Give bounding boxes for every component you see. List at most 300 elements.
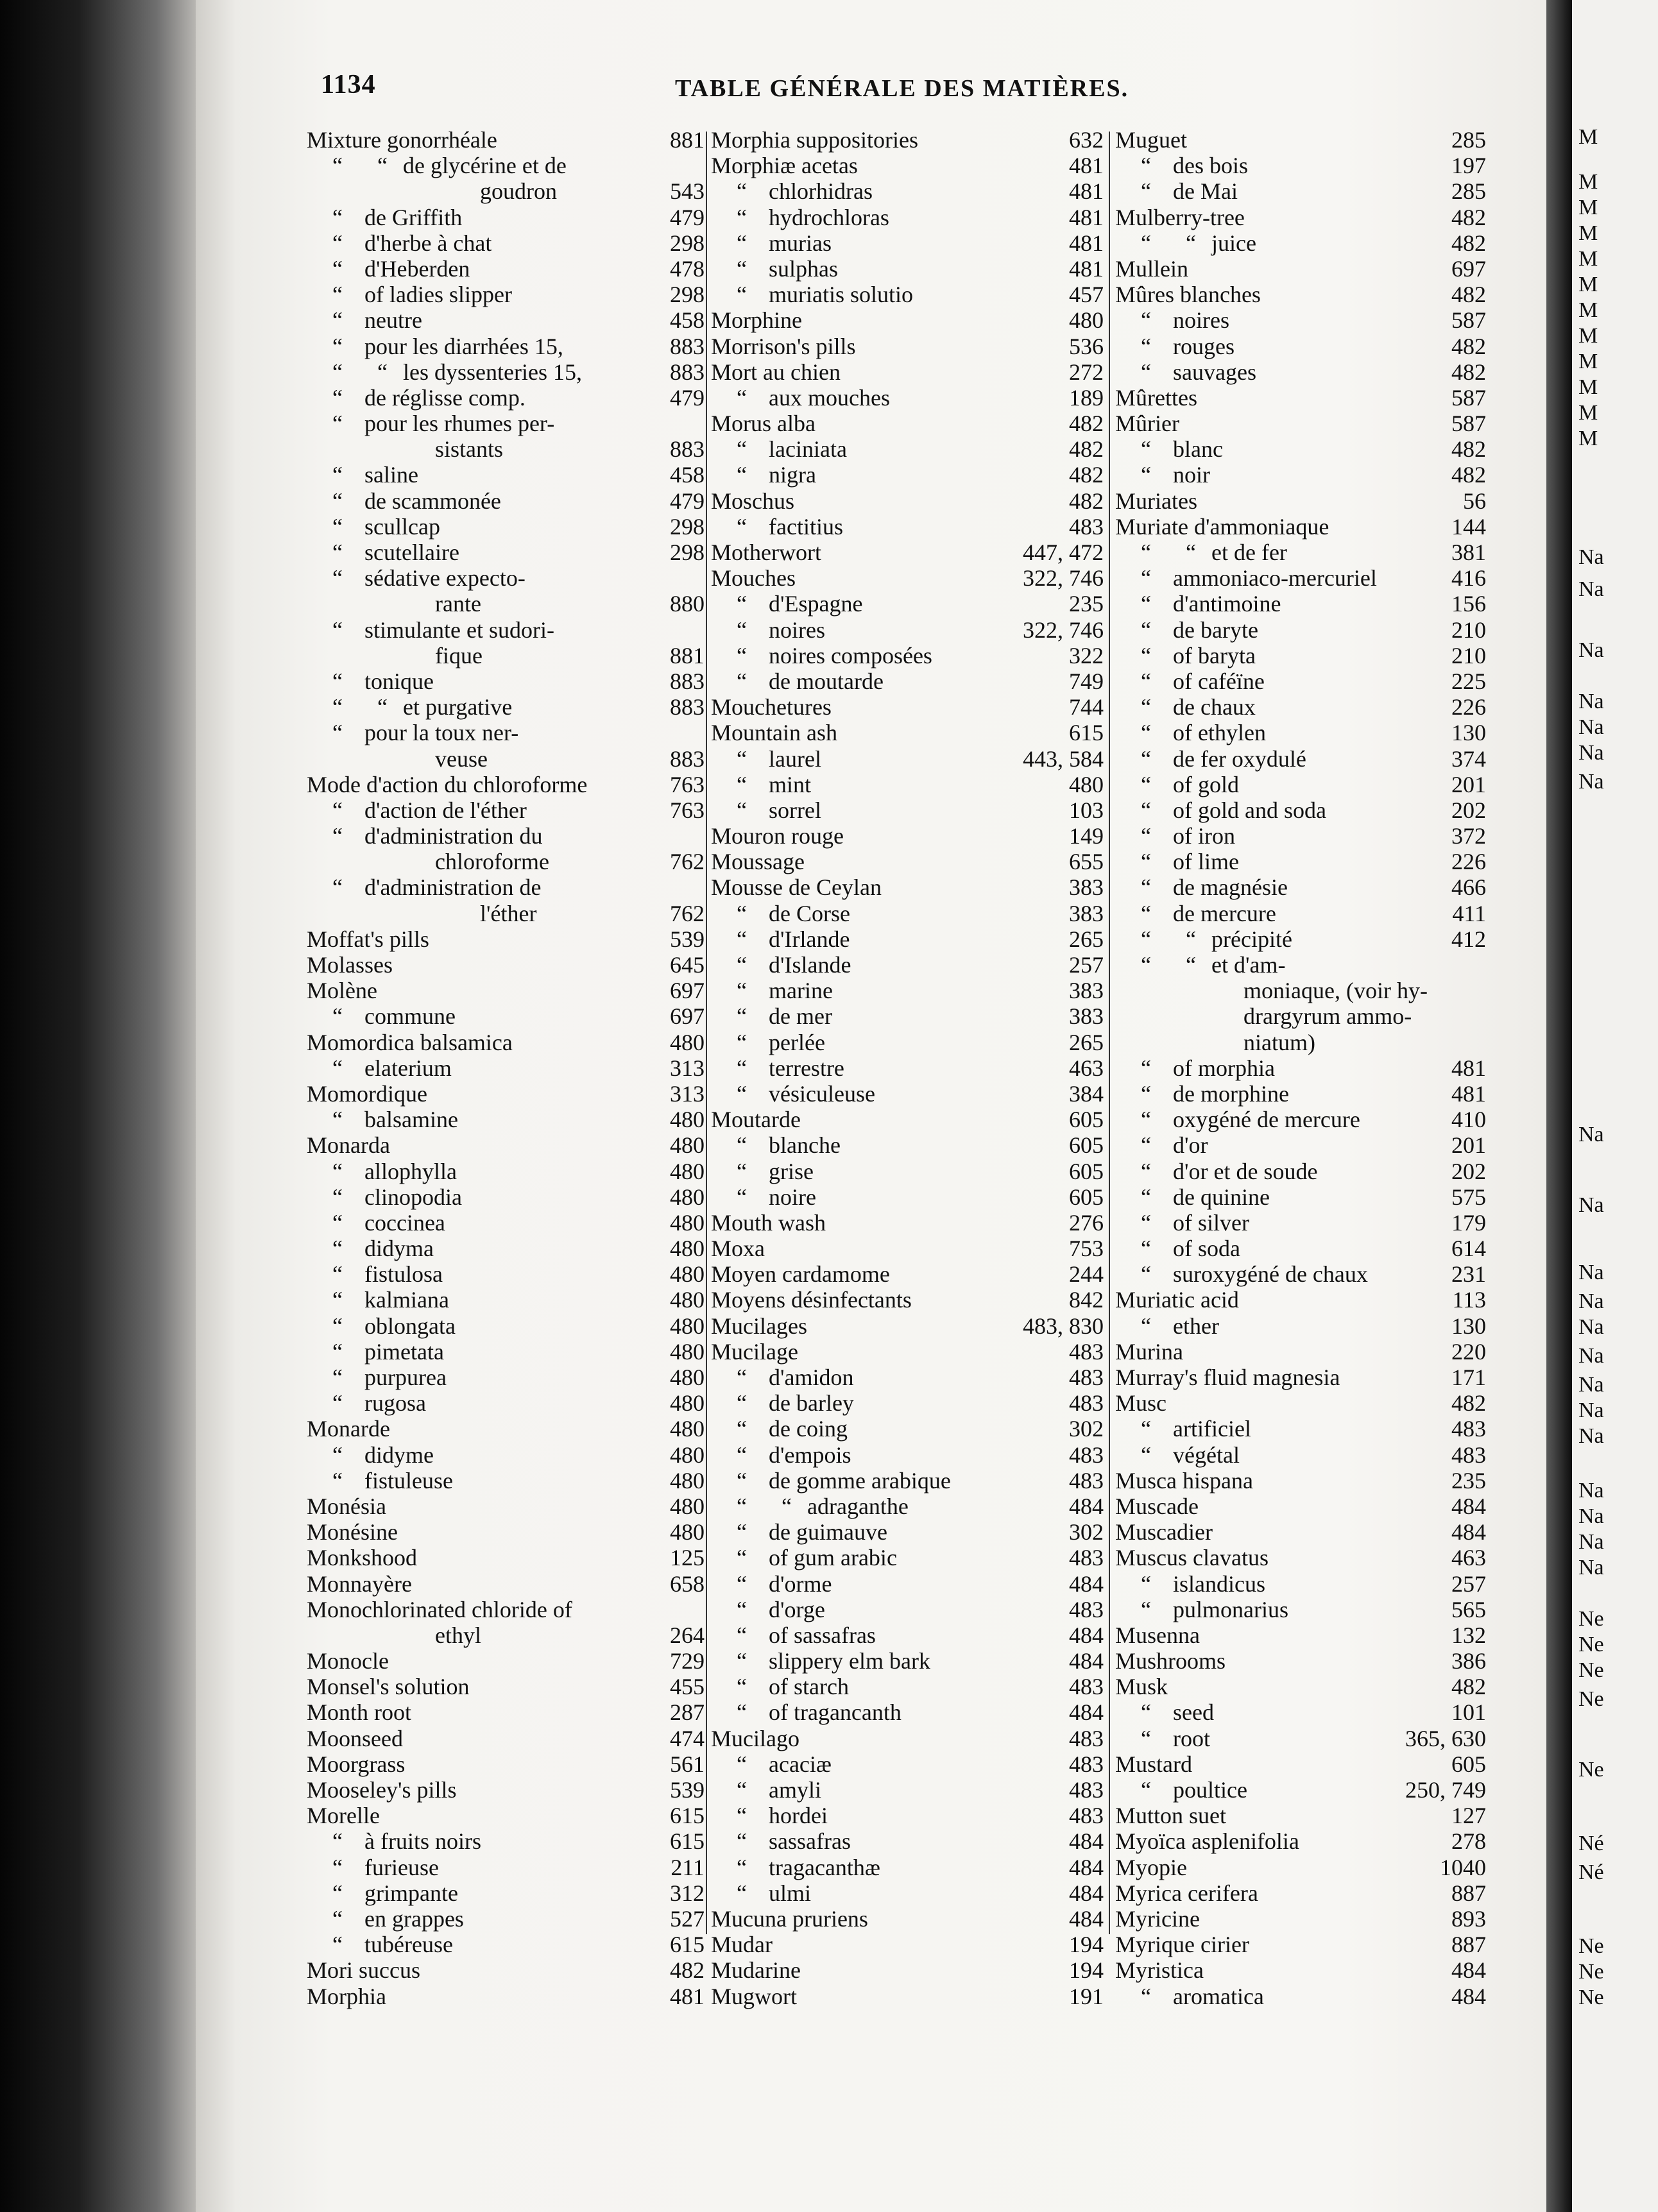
ditto-mark: “: [332, 1313, 343, 1339]
next-page-fragment: Na: [1578, 1556, 1604, 1579]
entry-term: muriatis solutio: [769, 282, 913, 308]
index-entry: [1115, 1287, 1486, 1313]
entry-term: Morphiæ acetas: [711, 153, 858, 179]
entry-term: Mort au chien: [711, 359, 841, 385]
entry-page-ref: 302: [1069, 1519, 1104, 1545]
next-page-fragment: Na: [1578, 741, 1604, 765]
entry-page-ref: 481: [1069, 153, 1104, 179]
entry-term: of gold and soda: [1173, 797, 1326, 823]
entry-term: Mori succus: [307, 1957, 420, 1984]
ditto-mark: “: [332, 617, 343, 643]
index-entry: [711, 1365, 1104, 1390]
index-entry: [307, 1210, 705, 1236]
index-entry: [711, 1648, 1104, 1674]
entry-term: rugosa: [364, 1390, 426, 1417]
index-entry: [1115, 334, 1486, 359]
entry-page-ref: 201: [1451, 1132, 1486, 1159]
index-entry: [307, 1751, 705, 1777]
next-page-fragment: Na: [1578, 1261, 1604, 1284]
ditto-mark: “: [332, 1932, 343, 1958]
entry-page-ref: 482: [1451, 462, 1486, 488]
ditto-mark: “: [332, 540, 343, 565]
index-entry: [307, 823, 705, 849]
ditto-mark: “: [737, 1029, 747, 1055]
page-title: TABLE GÉNÉRALE DES MATIÈRES.: [675, 75, 1129, 102]
entry-term: fistuleuse: [364, 1467, 453, 1493]
entry-term: de guimauve: [769, 1519, 887, 1545]
entry-term: furieuse: [364, 1854, 439, 1880]
index-entry: [711, 1236, 1104, 1261]
ditto-mark: “: [332, 1055, 343, 1081]
next-page-fragment: Na: [1578, 1315, 1604, 1339]
ditto-mark: “: [332, 153, 343, 179]
entry-page-ref: 130: [1451, 1313, 1486, 1339]
entry-term: de chaux: [1173, 694, 1256, 720]
ditto-mark: “: [737, 978, 747, 1004]
entry-term: Monésine: [307, 1519, 398, 1545]
entry-page-ref: 483: [1069, 1467, 1104, 1493]
entry-page-ref: 383: [1069, 1003, 1104, 1030]
index-entry: [1115, 1855, 1486, 1880]
next-page-fragment: Na: [1578, 1399, 1604, 1422]
index-entry: [1115, 205, 1486, 230]
entry-term: Moxa: [711, 1236, 765, 1262]
entry-page-ref: 483: [1069, 1365, 1104, 1390]
entry-page-ref: 575: [1451, 1184, 1486, 1210]
index-entry: [1115, 849, 1486, 874]
entry-term: of caféïne: [1173, 668, 1265, 694]
index-entry: [1115, 1674, 1486, 1699]
index-entry: [1115, 1210, 1486, 1236]
entry-page-ref: 480: [670, 1519, 705, 1545]
entry-term: Mouches: [711, 565, 796, 591]
entry-term: marine: [769, 978, 833, 1004]
entry-page-ref: 257: [1451, 1570, 1486, 1597]
entry-term: juice: [1211, 230, 1256, 256]
entry-term: nigra: [769, 462, 816, 488]
index-entry: [711, 1159, 1104, 1184]
entry-term: aromatica: [1173, 1983, 1264, 2009]
entry-page-ref: 372: [1451, 823, 1486, 849]
index-entry: [711, 514, 1104, 540]
index-entry: [711, 1545, 1104, 1570]
index-entry: [711, 1055, 1104, 1081]
index-entry: [307, 307, 705, 333]
entry-page-ref: 457: [1069, 282, 1104, 308]
next-page-fragment: Ne: [1578, 1960, 1604, 1984]
entry-page-ref: 480: [670, 1236, 705, 1262]
entry-term: tragacanthæ: [769, 1854, 880, 1880]
next-page-fragment: M: [1578, 125, 1598, 149]
index-entry: [1115, 720, 1486, 745]
entry-page-ref: 605: [1451, 1751, 1486, 1777]
index-entry: [307, 1055, 705, 1081]
entry-term: d'or: [1173, 1132, 1208, 1159]
index-entry: [711, 256, 1104, 282]
entry-term: d'Islande: [769, 952, 851, 978]
index-entry: [711, 1442, 1104, 1468]
entry-term: of baryta: [1173, 642, 1256, 668]
entry-page-ref: 156: [1451, 591, 1486, 617]
index-entry: [711, 385, 1104, 411]
ditto-mark: “: [332, 1365, 343, 1390]
ditto-mark: “: [332, 1880, 343, 1906]
ditto-mark: “: [1141, 1055, 1151, 1081]
entry-term: Mouchetures: [711, 694, 832, 720]
entry-term: Muscadier: [1115, 1519, 1213, 1545]
entry-page-ref: 697: [670, 1003, 705, 1030]
index-entry: [307, 1726, 705, 1751]
entry-page-ref: 483: [1451, 1416, 1486, 1442]
entry-page-ref: 322: [1069, 642, 1104, 668]
index-entry: [307, 1365, 705, 1390]
index-entry: [1115, 1132, 1486, 1158]
index-entry: [1115, 1880, 1486, 1906]
ditto-mark: “: [737, 1467, 747, 1493]
entry-page-ref: 481: [670, 1983, 705, 2009]
ditto-mark: “: [1141, 797, 1151, 823]
ditto-mark: “: [1141, 900, 1151, 926]
index-entry: [307, 1339, 705, 1365]
index-entry: [1115, 1365, 1486, 1390]
entry-term: Moussage: [711, 849, 805, 875]
entry-page-ref: 883: [670, 745, 705, 772]
entry-term: blanc: [1173, 436, 1223, 463]
entry-term: artificiel: [1173, 1416, 1251, 1442]
entry-term: Monarde: [307, 1416, 390, 1442]
entry-term: Myrique cirier: [1115, 1932, 1249, 1958]
index-entry: [307, 746, 705, 772]
ditto-mark: “: [737, 642, 747, 668]
ditto-mark: “: [1141, 462, 1151, 488]
entry-term: perlée: [769, 1029, 825, 1055]
entry-term: Morphine: [711, 307, 802, 334]
ditto-mark: “: [1141, 1107, 1151, 1133]
entry-term: de magnésie: [1173, 874, 1288, 901]
index-entry: [307, 1545, 705, 1570]
entry-page-ref: 483: [1069, 1338, 1104, 1365]
entry-page-ref: 881: [670, 127, 705, 153]
index-entry: [1115, 1390, 1486, 1416]
index-entry: [711, 1622, 1104, 1648]
entry-page-ref: 201: [1451, 771, 1486, 797]
entry-page-ref: 632: [1069, 127, 1104, 153]
next-page-fragment: Na: [1578, 715, 1604, 739]
entry-page-ref: 278: [1451, 1828, 1486, 1855]
index-entry: [307, 1287, 705, 1313]
entry-term: of silver: [1173, 1209, 1249, 1236]
index-entry: [711, 1699, 1104, 1725]
entry-term: Myrica cerifera: [1115, 1880, 1258, 1906]
entry-term: of ladies slipper: [364, 282, 512, 308]
entry-page-ref: 615: [670, 1932, 705, 1958]
index-entry: [711, 797, 1104, 823]
index-entry: [307, 978, 705, 1003]
entry-page-ref: 480: [670, 1313, 705, 1339]
index-entry: [307, 1622, 705, 1648]
ditto-mark: “: [737, 797, 747, 823]
entry-page-ref: 478: [670, 255, 705, 282]
entry-term: d'action de l'éther: [364, 797, 527, 823]
entry-page-ref: 484: [1069, 1828, 1104, 1855]
index-entry: [711, 1726, 1104, 1751]
entry-page-ref: 386: [1451, 1648, 1486, 1674]
index-entry: [1115, 127, 1486, 153]
entry-term: Muriatic acid: [1115, 1287, 1239, 1313]
index-entry: [307, 256, 705, 282]
entry-page-ref: 322, 746: [1023, 617, 1104, 643]
entry-page-ref: 615: [670, 1803, 705, 1829]
index-entry: [307, 1674, 705, 1699]
index-entry: [711, 1390, 1104, 1416]
next-page-fragment: Na: [1578, 1123, 1604, 1146]
index-entry: [711, 488, 1104, 514]
entry-page-ref: 614: [1451, 1236, 1486, 1262]
entry-page-ref: 883: [670, 694, 705, 720]
entry-term: à fruits noirs: [364, 1828, 481, 1855]
entry-page-ref: 480: [670, 1390, 705, 1417]
entry-term: Mode d'action du chloroforme: [307, 771, 588, 797]
index-entry: [307, 849, 705, 874]
ditto-mark: “: [737, 1674, 747, 1700]
column-divider-1: [706, 132, 707, 1934]
index-entry: [1115, 1957, 1486, 1983]
entry-term: noire: [769, 1184, 816, 1210]
entry-page-ref: 481: [1451, 1055, 1486, 1081]
entry-page-ref: 383: [1069, 978, 1104, 1004]
entry-term: de morphine: [1173, 1080, 1289, 1107]
index-entry: [711, 230, 1104, 256]
entry-page-ref: 763: [670, 797, 705, 823]
entry-page-ref: 484: [1069, 1905, 1104, 1932]
ditto-mark: “: [737, 230, 747, 256]
entry-term: Mucilages: [711, 1313, 807, 1339]
index-entry: [307, 359, 705, 385]
entry-term: de Griffith: [364, 204, 463, 230]
ditto-mark: “: [737, 1596, 747, 1622]
ditto-mark: “: [332, 333, 343, 359]
entry-page-ref: 484: [1069, 1648, 1104, 1674]
entry-page-ref: 298: [670, 282, 705, 308]
entry-term: pimetata: [364, 1338, 444, 1365]
index-entry: [307, 1984, 705, 2009]
ditto-mark: “: [737, 617, 747, 643]
entry-term: fique: [435, 642, 483, 668]
next-page-fragment: Na: [1578, 545, 1604, 569]
ditto-mark: “: [737, 1080, 747, 1107]
entry-page-ref: 482: [1069, 436, 1104, 463]
ditto-mark: “: [1141, 1236, 1151, 1262]
entry-term: Momordique: [307, 1080, 427, 1107]
ditto-mark: “: [737, 1880, 747, 1906]
entry-page-ref: 479: [670, 204, 705, 230]
entry-term: Molène: [307, 978, 377, 1004]
entry-term: Muriates: [1115, 488, 1197, 514]
entry-page-ref: 482: [1451, 1390, 1486, 1417]
entry-term: d'orge: [769, 1596, 825, 1622]
entry-page-ref: 482: [670, 1957, 705, 1984]
entry-term: Mullein: [1115, 255, 1188, 282]
entry-page-ref: 257: [1069, 952, 1104, 978]
entry-term: tonique: [364, 668, 434, 694]
entry-term: Musenna: [1115, 1622, 1200, 1648]
entry-page-ref: 539: [670, 1777, 705, 1803]
entry-page-ref: 483: [1069, 1803, 1104, 1829]
index-entry: [307, 1261, 705, 1287]
entry-page-ref: 412: [1451, 926, 1486, 952]
index-entry: [307, 565, 705, 591]
index-entry: [1115, 1313, 1486, 1339]
entry-term: islandicus: [1173, 1570, 1265, 1597]
index-entry: [307, 1442, 705, 1468]
entry-page-ref: 561: [670, 1751, 705, 1777]
entry-term: Muscade: [1115, 1493, 1199, 1519]
entry-term: Month root: [307, 1699, 412, 1726]
entry-term: amyli: [769, 1777, 821, 1803]
entry-term: ulmi: [769, 1880, 812, 1906]
entry-page-ref: 697: [1451, 255, 1486, 282]
index-entry: [307, 514, 705, 540]
entry-term: Mouth wash: [711, 1209, 826, 1236]
entry-term: purpurea: [364, 1365, 447, 1390]
entry-page-ref: 202: [1451, 1158, 1486, 1184]
index-entry: [1115, 668, 1486, 694]
entry-term: of starch: [769, 1674, 849, 1700]
index-entry: [1115, 694, 1486, 720]
index-entry: [307, 1107, 705, 1132]
entry-term: adraganthe: [807, 1493, 909, 1519]
entry-term: vésiculeuse: [769, 1080, 875, 1107]
index-entry: [307, 1597, 705, 1622]
entry-page-ref: 645: [670, 952, 705, 978]
ditto-mark: “: [1141, 1132, 1151, 1159]
index-entry: [711, 643, 1104, 668]
index-entry: [1115, 1519, 1486, 1545]
index-column-2: [711, 127, 1104, 2009]
entry-page-ref: 527: [670, 1905, 705, 1932]
ditto-mark: “: [1141, 952, 1151, 978]
ditto-mark: “: [1141, 540, 1151, 565]
index-entry: [307, 1519, 705, 1545]
entry-term: Morus alba: [711, 411, 816, 437]
ditto-mark: “: [737, 1416, 747, 1442]
index-entry: [307, 952, 705, 978]
entry-term: Mutton suet: [1115, 1803, 1227, 1829]
entry-term: laurel: [769, 745, 821, 772]
next-page-fragment: Na: [1578, 690, 1604, 713]
ditto-mark: “: [737, 204, 747, 230]
ditto-mark: “: [1186, 230, 1196, 256]
entry-term: Monsel's solution: [307, 1674, 470, 1700]
index-entry: [1115, 772, 1486, 797]
entry-page-ref: 365, 630: [1405, 1725, 1486, 1751]
entry-term: suroxygéné de chaux: [1173, 1261, 1368, 1288]
index-entry: [1115, 1416, 1486, 1442]
entry-term: of gum arabic: [769, 1545, 897, 1571]
entry-term: of soda: [1173, 1236, 1240, 1262]
entry-term: didyma: [364, 1236, 434, 1262]
entry-term: et d'am-: [1211, 952, 1286, 978]
ditto-mark: “: [737, 1003, 747, 1030]
entry-term: moniaque, (voir hy-: [1244, 978, 1428, 1004]
ditto-mark: “: [332, 255, 343, 282]
ditto-mark: “: [332, 513, 343, 540]
entry-term: Mouron rouge: [711, 823, 844, 849]
entry-page-ref: 202: [1451, 797, 1486, 823]
entry-term: Mugwort: [711, 1983, 797, 2009]
entry-page-ref: 605: [1069, 1132, 1104, 1159]
entry-term: allophylla: [364, 1158, 457, 1184]
next-page-fragment: M: [1578, 401, 1598, 425]
entry-page-ref: 615: [670, 1828, 705, 1855]
entry-term: Myoïca asplenifolia: [1115, 1828, 1299, 1855]
next-page-fragment: M: [1578, 170, 1598, 194]
ditto-mark: “: [377, 694, 388, 720]
index-entry: [711, 1313, 1104, 1339]
entry-page-ref: 483: [1069, 1725, 1104, 1751]
entry-term: pour la toux ner-: [364, 720, 519, 746]
entry-page-ref: 484: [1451, 1493, 1486, 1519]
entry-term: d'Irlande: [769, 926, 850, 952]
ditto-mark: “: [737, 255, 747, 282]
index-entry: [307, 797, 705, 823]
index-entry: [307, 694, 705, 720]
entry-term: Muguet: [1115, 127, 1187, 153]
index-entry: [307, 436, 705, 462]
entry-term: de réglisse comp.: [364, 384, 526, 411]
entry-page-ref: 443, 584: [1023, 745, 1104, 772]
index-entry: [711, 540, 1104, 565]
entry-page-ref: 480: [1069, 771, 1104, 797]
entry-page-ref: 484: [1069, 1880, 1104, 1906]
entry-term: of lime: [1173, 849, 1239, 875]
next-page-fragment: M: [1578, 196, 1598, 219]
index-entry: [711, 1803, 1104, 1828]
index-entry: [307, 1390, 705, 1416]
entry-term: pulmonarius: [1173, 1596, 1288, 1622]
index-entry: [1115, 1236, 1486, 1261]
entry-page-ref: 763: [670, 771, 705, 797]
entry-term: Monochlorinated chloride of: [307, 1596, 572, 1622]
ditto-mark: “: [1186, 952, 1196, 978]
entry-page-ref: 144: [1451, 513, 1486, 540]
index-entry: [1115, 1803, 1486, 1828]
entry-page-ref: 605: [1069, 1158, 1104, 1184]
entry-term: Moyen cardamome: [711, 1261, 890, 1288]
ditto-mark: “: [737, 926, 747, 952]
entry-page-ref: 749: [1069, 668, 1104, 694]
entry-page-ref: 484: [1069, 1493, 1104, 1519]
ditto-mark: “: [737, 1777, 747, 1803]
ditto-mark: “: [737, 771, 747, 797]
entry-page-ref: 587: [1451, 307, 1486, 334]
entry-term: pour les rhumes per-: [364, 411, 555, 437]
entry-page-ref: 883: [670, 333, 705, 359]
entry-page-ref: 481: [1069, 178, 1104, 205]
index-entry: [307, 1648, 705, 1674]
entry-term: de fer oxydulé: [1173, 745, 1306, 772]
entry-page-ref: 480: [670, 1338, 705, 1365]
index-entry: [307, 1777, 705, 1803]
entry-term: of morphia: [1173, 1055, 1275, 1081]
entry-term: l'éther: [480, 900, 537, 926]
index-entry: [711, 823, 1104, 849]
next-page-fragment: Ne: [1578, 1758, 1604, 1782]
index-entry: [307, 1571, 705, 1597]
ditto-mark: “: [332, 668, 343, 694]
ditto-mark: “: [1141, 1570, 1151, 1597]
entry-term: Mudar: [711, 1932, 773, 1958]
